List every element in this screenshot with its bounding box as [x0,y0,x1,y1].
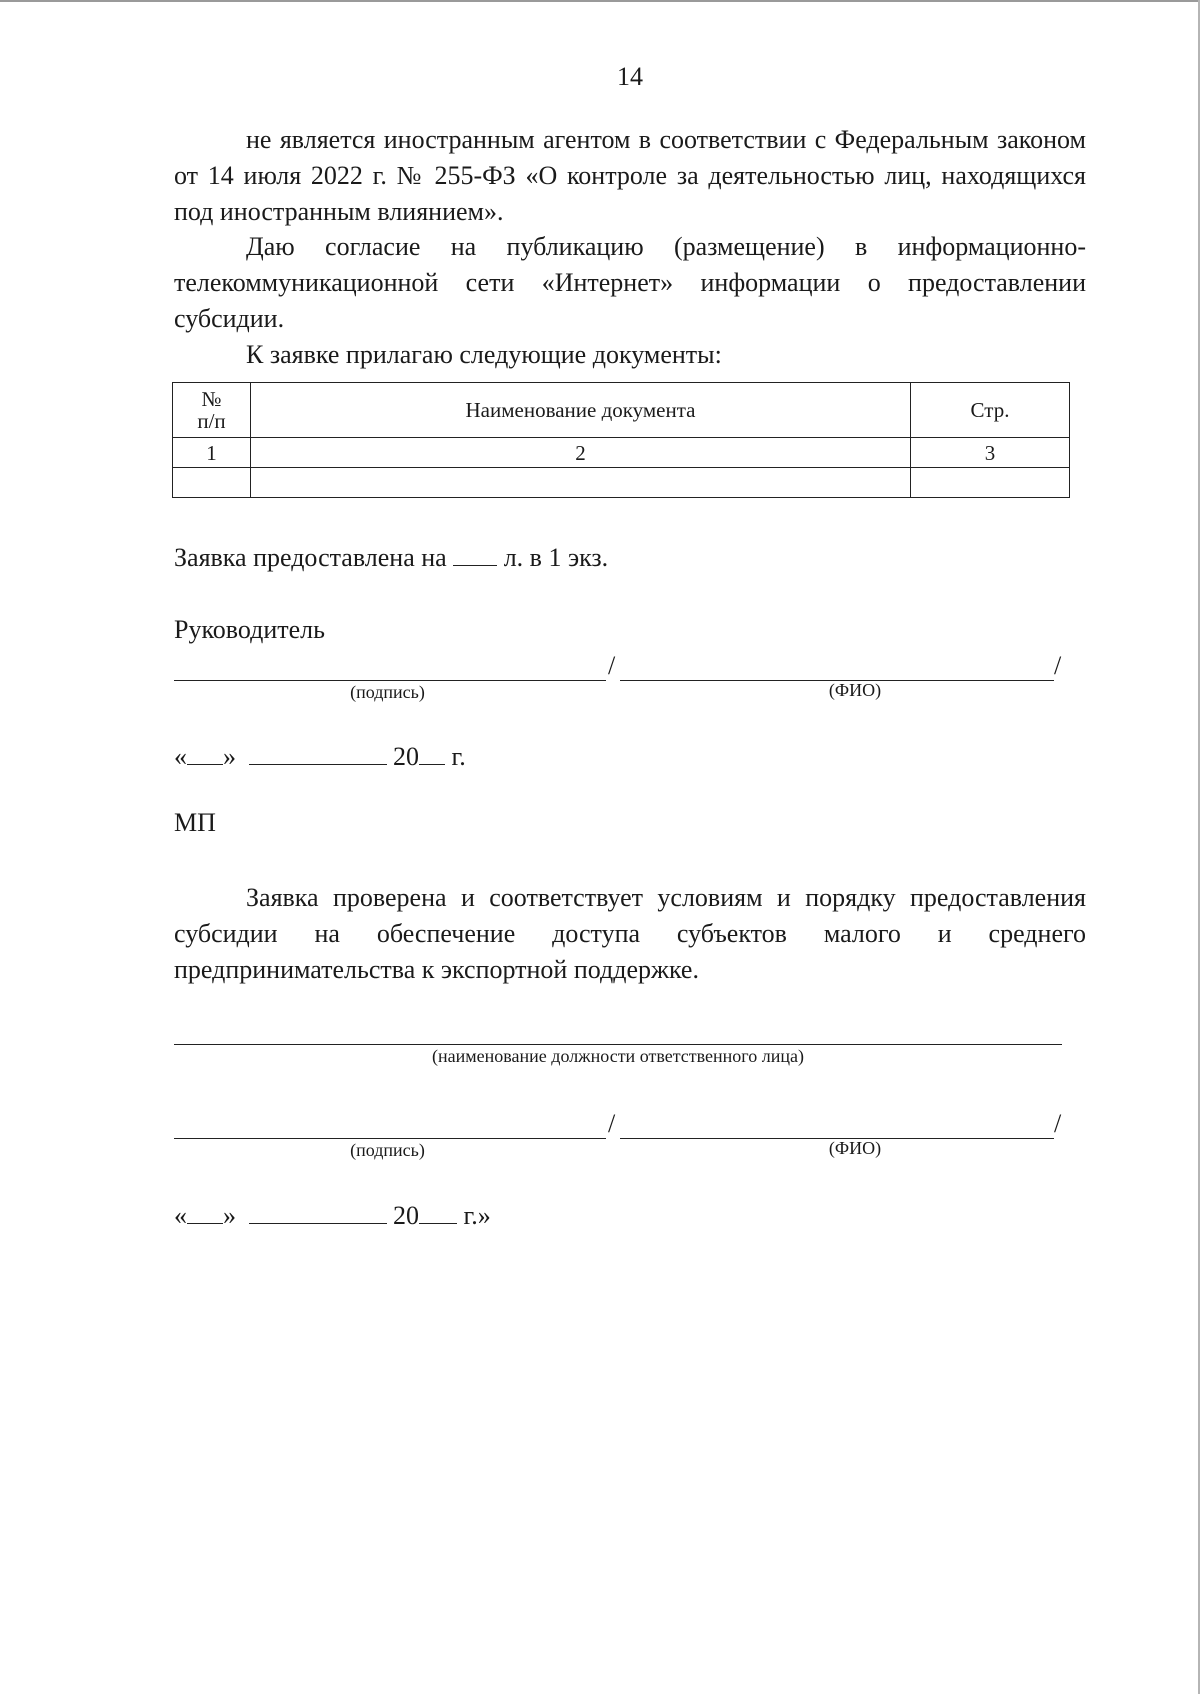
year-prefix: 20 [393,742,419,771]
signature-line [174,680,606,681]
header-number-line1: № [201,387,222,411]
name-line-end-2: / [1054,1109,1062,1138]
header-number [173,383,251,438]
month-blank [249,742,387,765]
submitted-prefix: Заявка предоставлена на [174,543,447,572]
date-open-quote-2: « [174,1201,187,1230]
table-row [173,438,1070,468]
signature-separator: / [608,651,616,680]
page-edge-top [0,0,1200,2]
year-suffix: г. [451,742,466,771]
paragraph-attachments-intro: К заявке прилагаю следующие документы: [246,340,722,369]
signature-caption: (подпись) [350,682,425,702]
stamp-label: МП [174,808,216,837]
year-blank-2 [419,1201,457,1224]
page-number: 14 [617,62,643,91]
month-blank-2 [249,1201,387,1224]
paragraph-publication-consent: Даю согласие на публикацию (размещение) в информационно-телекоммуникационной сети «Интернет» информации о предоставлении субсидии. [174,232,1086,333]
paragraph-foreign-agent: не является иностранным агентом в соответствии с Федеральным законом от 14 июля 2022 г. № 255-ФЗ «О контроле за деятельностью лиц, находящихся под иностранным влиянием». [174,125,1086,226]
submitted-line [174,543,608,573]
signature-caption-2: (подпись) [350,1140,425,1160]
date-line [174,742,466,772]
signature-line-2 [174,1138,606,1139]
sheets-blank [453,543,497,566]
header-number-line2: п/п [197,409,226,433]
submitted-suffix: л. в 1 экз. [503,543,609,572]
year-blank [419,742,445,765]
day-blank-2 [187,1201,223,1224]
position-caption: (наименование должности ответственного лица) [432,1046,804,1066]
signature-separator-2: / [608,1109,616,1138]
day-blank [187,742,223,765]
name-line-end: / [1054,651,1062,680]
table-cell-empty [251,468,911,498]
date-open-quote: « [174,742,187,771]
position-line [174,1044,1062,1045]
table-cell: 3 [911,438,1070,468]
table-cell: 1 [173,438,251,468]
paragraph-verification: Заявка проверена и соответствует условиям и порядку предоставления субсидии на обеспечение доступа субъектов малого и среднего предпринимательства к экспортной поддержке. [174,883,1086,984]
header-page: Стр. [911,383,1070,438]
name-caption: (ФИО) [828,680,882,700]
table-row [173,468,1070,498]
date-close-quote: » [223,742,236,771]
date-close-quote-2: » [223,1201,236,1230]
date-line-2 [174,1201,491,1231]
name-caption-2: (ФИО) [828,1138,882,1158]
year-suffix-2: г.» [463,1201,491,1230]
table-cell-empty [911,468,1070,498]
header-document-name: Наименование документа [251,383,911,438]
table-cell-empty [173,468,251,498]
year-prefix-2: 20 [393,1201,419,1230]
table-header-row [173,383,1070,438]
head-label: Руководитель [174,615,325,644]
documents-table [172,382,1070,498]
table-cell: 2 [251,438,911,468]
